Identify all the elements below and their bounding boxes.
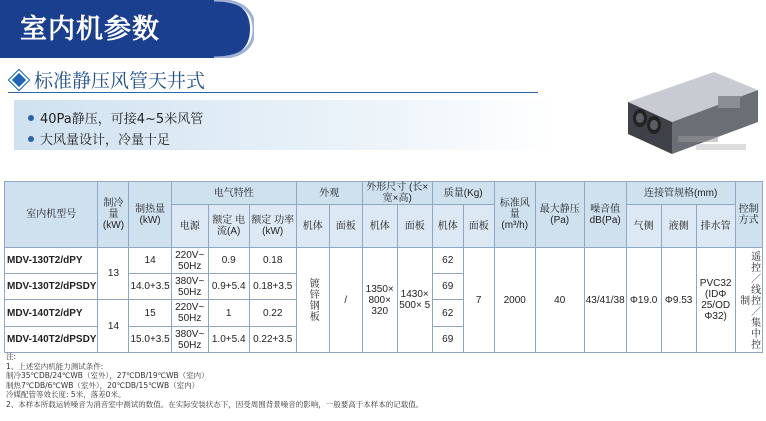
header-dim-unit: 机体: [362, 205, 397, 248]
rated-power-cell: 0.18+3.5: [249, 274, 296, 300]
weight-unit-cell: 62: [432, 300, 463, 327]
header-appearance: 外观: [296, 182, 362, 205]
power-cell: 380V~ 50Hz: [171, 274, 208, 300]
heating-cell: 14: [129, 248, 171, 274]
bullet-icon: [28, 136, 34, 142]
diamond-icon: [9, 70, 29, 90]
header-rated-current: 额定 电流(A): [208, 205, 249, 248]
product-image: [618, 62, 764, 162]
divider: [8, 92, 538, 93]
header-noise: 噪音值 dB(Pa): [584, 182, 626, 248]
note-line: 制热7℃DB/6℃WB（室外），20℃DB/15℃WB（室内）: [6, 380, 200, 390]
appearance-unit-cell: [296, 248, 329, 353]
static-pressure-cell: 40: [535, 248, 584, 353]
note-line: 2、本样本所载运转噪音为消音室中测试的数值。在实际安装状态下，因受周围背景噪音的影响，一般要高于本样本的记载值。: [6, 399, 424, 409]
appearance-unit-text: 镀锌钢板: [307, 278, 319, 322]
cooling-cell: 14: [98, 300, 129, 353]
header-weight-panel: 面板: [463, 205, 494, 248]
header-airflow: 标准风量 (m³/h): [494, 182, 535, 248]
heating-cell: 15: [129, 300, 171, 327]
heating-cell: 15.0+3.5: [129, 327, 171, 353]
section-subtitle: 标准静压风管天井式: [34, 70, 206, 92]
header-dimensions: 外形尺寸 (长×宽×高): [362, 182, 432, 205]
weight-unit-cell: 69: [432, 327, 463, 353]
header-weight: 质量(Kg): [432, 182, 494, 205]
header-power-supply: 电源: [171, 205, 208, 248]
notes: [6, 352, 423, 410]
note-line: 制冷35℃DB/24℃WB（室外），27℃DB/19℃WB（室内）: [6, 371, 209, 381]
header-rated-power: 额定 功率(kW): [249, 205, 296, 248]
power-cell: 380V~ 50Hz: [171, 327, 208, 353]
feature-item: [28, 129, 170, 148]
header-piping: 连接管规格(mm): [626, 182, 735, 205]
header-gas: 气侧: [626, 205, 661, 248]
rated-power-cell: 0.18: [249, 248, 296, 274]
model-cell: MDV-130T2/dPY: [5, 248, 98, 274]
feature-text: 40Pa静压，可接4~5米风管: [40, 112, 204, 127]
current-cell: 1.0+5.4: [208, 327, 249, 353]
title-banner: [0, 0, 254, 58]
header-weight-unit: 机体: [432, 205, 463, 248]
liquid-pipe-cell: Φ9.53: [661, 248, 696, 353]
note-line: 冷媒配管等效长度: 5米，落差0米。: [6, 390, 126, 400]
airflow-cell: 2000: [494, 248, 535, 353]
power-cell: 220V~ 50Hz: [171, 300, 208, 327]
header-static-pressure: 最大静压 (Pa): [535, 182, 584, 248]
control-text: 遥控／线控／集中控制: [737, 250, 760, 350]
noise-cell: 43/41/38: [584, 248, 626, 353]
note-line: 1、上述室内机能力测试条件:: [6, 361, 104, 371]
dim-unit-cell: 1350× 800× 320: [362, 248, 397, 353]
heating-cell: 14.0+3.5: [129, 274, 171, 300]
header-cooling: 制冷量 (kW): [98, 182, 129, 248]
spec-table: [4, 181, 763, 353]
current-cell: 0.9+5.4: [208, 274, 249, 300]
header-drain: 排水管: [696, 205, 735, 248]
note-line: 注:: [6, 352, 17, 361]
header-heating: 制热量 (kW): [129, 182, 171, 248]
subtitle-row: [6, 66, 205, 93]
dim-panel-cell: 1430× 500× 5: [397, 248, 432, 353]
feature-text: 大风量设计，冷量十足: [40, 133, 171, 148]
gas-pipe-cell: Φ19.0: [626, 248, 661, 353]
header-appearance-panel: 面板: [329, 205, 362, 248]
current-cell: 0.9: [208, 248, 249, 274]
weight-unit-cell: 62: [432, 248, 463, 274]
header-dim-panel: 面板: [397, 205, 432, 248]
feature-item: [28, 108, 203, 127]
weight-unit-cell: 69: [432, 274, 463, 300]
header-model: 室内机型号: [5, 182, 98, 248]
model-cell: MDV-140T2/dPY: [5, 300, 98, 327]
header-liquid: 液侧: [661, 205, 696, 248]
rated-power-cell: 0.22+3.5: [249, 327, 296, 353]
page-title: 室内机参数: [20, 14, 160, 45]
header-electrical: 电气特性: [171, 182, 296, 205]
model-cell: MDV-140T2/dPSDY: [5, 327, 98, 353]
drain-pipe-cell: PVC32 (IDΦ 25/OD Φ32): [696, 248, 735, 353]
weight-panel-cell: 7: [463, 248, 494, 353]
control-cell: [735, 248, 762, 353]
bullet-icon: [28, 115, 34, 121]
header-control: 控制方式: [735, 182, 762, 248]
appearance-panel-cell: /: [329, 248, 362, 353]
cooling-cell: 13: [98, 248, 129, 300]
header-appearance-unit: 机体: [296, 205, 329, 248]
model-cell: MDV-130T2/dPSDY: [5, 274, 98, 300]
power-cell: 220V~ 50Hz: [171, 248, 208, 274]
current-cell: 1: [208, 300, 249, 327]
rated-power-cell: 0.22: [249, 300, 296, 327]
